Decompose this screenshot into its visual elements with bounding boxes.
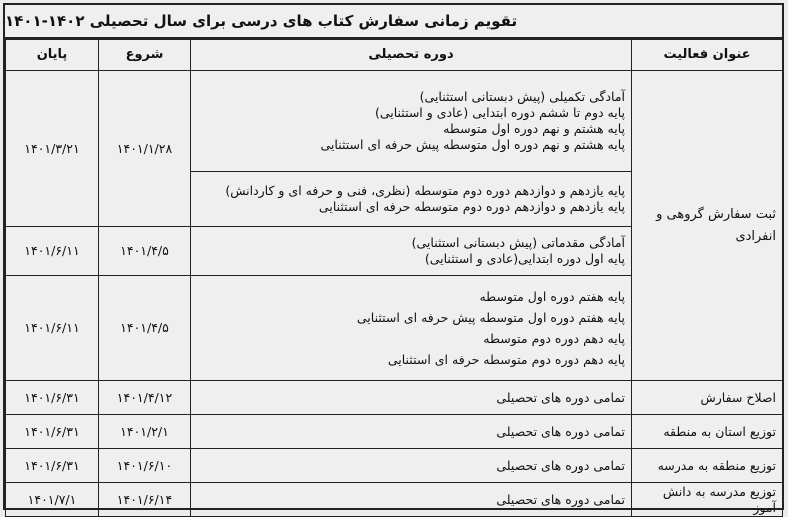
level-cell: آمادگی تکمیلی (پیش دبستانی استثنایی) پایه دوم تا ششم دوره ابتدایی (عادی و استثنایی) پایه هشتم و نهم دوره اول متوسطه پایه هشتم و نهم دوره اول متوسطه پیش حرفه ای استثنایی: [191, 71, 632, 172]
end-date: ۱۴۰۱/۳/۲۱: [6, 71, 99, 227]
start-date: ۱۴۰۱/۴/۵: [99, 227, 191, 276]
end-date: ۱۴۰۱/۶/۱۱: [6, 227, 99, 276]
calendar-document: [3, 3, 784, 515]
schedule-table: [5, 39, 783, 517]
level-cell: تمامی دوره های تحصیلی: [191, 415, 632, 449]
level-cell: تمامی دوره های تحصیلی: [191, 483, 632, 517]
level-cell: تمامی دوره های تحصیلی: [191, 381, 632, 415]
table-row: [6, 71, 783, 172]
start-date: ۱۴۰۱/۶/۱۰: [99, 449, 191, 483]
table-row: [6, 483, 783, 517]
table-row: [6, 449, 783, 483]
level-cell: پایه هفتم دوره اول متوسطه پایه هفتم دوره اول متوسطه پیش حرفه ای استثنایی پایه دهم دوره دوم متوسطه پایه دهم دوره دوم متوسطه حرفه ای استثنایی: [191, 276, 632, 381]
end-date: ۱۴۰۱/۶/۱۱: [6, 276, 99, 381]
start-date: ۱۴۰۱/۴/۵: [99, 276, 191, 381]
start-date: ۱۴۰۱/۲/۱: [99, 415, 191, 449]
document-title: [5, 5, 782, 39]
activity-cell: اصلاح سفارش: [632, 381, 783, 415]
end-date: ۱۴۰۱/۷/۱: [6, 483, 99, 517]
activity-cell: توزیع منطقه به مدرسه: [632, 449, 783, 483]
header-level: دوره تحصیلی: [191, 40, 632, 71]
table-row: [6, 415, 783, 449]
table-row: [6, 381, 783, 415]
start-date: ۱۴۰۱/۱/۲۸: [99, 71, 191, 227]
end-date: ۱۴۰۱/۶/۳۱: [6, 381, 99, 415]
header-row: [6, 40, 783, 71]
activity-cell: توزیع استان به منطقه: [632, 415, 783, 449]
activity-cell: توزیع مدرسه به دانش آموز: [632, 483, 783, 517]
end-date: ۱۴۰۱/۶/۳۱: [6, 449, 99, 483]
header-end: پایان: [6, 40, 99, 71]
end-date: ۱۴۰۱/۶/۳۱: [6, 415, 99, 449]
level-cell: پایه یازدهم و دوازدهم دوره دوم متوسطه (نظری، فنی و حرفه ای و کاردانش) پایه یازدهم و دوازدهم دوره دوم متوسطه حرفه ای استثنایی: [191, 172, 632, 227]
level-cell: تمامی دوره های تحصیلی: [191, 449, 632, 483]
activity-group-order: ثبت سفارش گروهی و انفرادی: [632, 71, 783, 381]
title-text: تقویم زمانی سفارش کتاب های درسی برای سال تحصیلی ۱۴۰۲-۱۴۰۱: [5, 12, 518, 30]
start-date: ۱۴۰۱/۶/۱۴: [99, 483, 191, 517]
start-date: ۱۴۰۱/۴/۱۲: [99, 381, 191, 415]
header-start: شروع: [99, 40, 191, 71]
level-cell: آمادگی مقدماتی (پیش دبستانی استثنایی) پایه اول دوره ابتدایی(عادی و استثنایی): [191, 227, 632, 276]
header-activity: عنوان فعالیت: [632, 40, 783, 71]
